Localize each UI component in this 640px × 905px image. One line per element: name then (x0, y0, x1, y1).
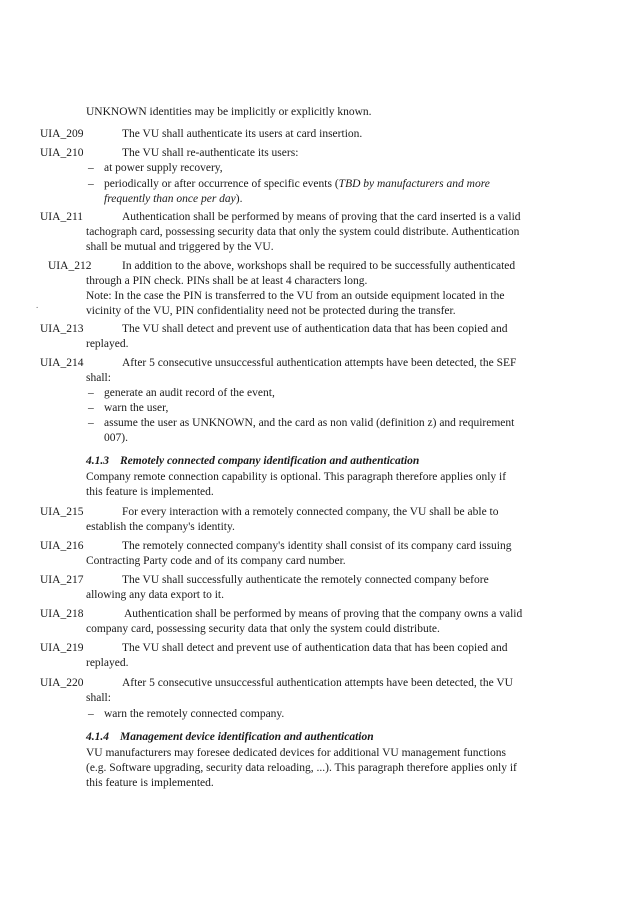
bullet-dash: – (88, 387, 94, 399)
requirement-id-212: UIA_212 (48, 260, 92, 272)
requirement-text-216: Contracting Party code and of its company card number. (86, 555, 346, 567)
bullet-text-part: ). (235, 193, 243, 205)
bullet-item: generate an audit record of the event, (104, 387, 275, 399)
requirement-text-217: allowing any data export to it. (86, 589, 224, 601)
requirement-text-213: replayed. (86, 338, 129, 350)
requirement-text-214: shall: (86, 372, 111, 384)
requirement-id-220: UIA_220 (40, 677, 84, 689)
requirement-text-210: The VU shall re-authenticate its users: (122, 147, 299, 159)
requirement-text-215: establish the company's identity. (86, 521, 235, 533)
bullet-item-continuation (104, 192, 243, 206)
bullet-item: assume the user as UNKNOWN, and the card as non valid (definition z) and requirement (104, 417, 515, 429)
requirement-text-211: tachograph card, possessing security data that only the system could distribute. Authentication (86, 226, 520, 238)
bullet-text-part: periodically or after occurrence of specific events ( (104, 178, 339, 190)
requirement-text-212: In addition to the above, workshops shall be required to be successfully authenticated (122, 260, 516, 272)
section-paragraph: this feature is implemented. (86, 486, 214, 498)
section-heading-4-1-4 (86, 730, 374, 744)
requirement-text-214: After 5 consecutive unsuccessful authentication attempts have been detected, the SEF (122, 357, 517, 369)
requirement-text-213: The VU shall detect and prevent use of authentication data that has been copied and (122, 323, 508, 335)
requirement-id-214: UIA_214 (40, 357, 84, 369)
requirement-id-217: UIA_217 (40, 574, 84, 586)
requirement-text-209: The VU shall authenticate its users at card insertion. (122, 128, 363, 140)
requirement-text-211: shall be mutual and triggered by the VU. (86, 241, 274, 253)
requirement-text-216: The remotely connected company's identity shall consist of its company card issuing (122, 540, 512, 552)
intro-text: UNKNOWN identities may be implicitly or explicitly known. (86, 106, 372, 118)
requirement-id-213: UIA_213 (40, 323, 84, 335)
bullet-item (104, 177, 546, 191)
section-paragraph: VU manufacturers may foresee dedicated devices for additional VU management functions (86, 747, 507, 759)
requirement-text-218: company card, possessing security data that only the system could distribute. (86, 623, 440, 635)
requirement-id-211: UIA_211 (40, 211, 84, 223)
requirement-id-215: UIA_215 (40, 506, 84, 518)
requirement-id-218: UIA_218 (40, 608, 84, 620)
requirement-id-216: UIA_216 (40, 540, 84, 552)
section-number: 4.1.3 (86, 455, 109, 467)
requirement-text-212: through a PIN check. PINs shall be at least 4 characters long. (86, 275, 368, 287)
bullet-dash: – (88, 178, 94, 190)
section-title: Remotely connected company identification and authentication (120, 455, 420, 467)
bullet-text-italic: TBD by manufacturers and more (338, 178, 490, 190)
bullet-item-continuation: 007). (104, 432, 128, 444)
bullet-dash: – (88, 708, 94, 720)
requirement-note-212: Note: In the case the PIN is transferred to the VU from an outside equipment located in the (86, 290, 505, 302)
section-title: Management device identification and authentication (120, 731, 374, 743)
bullet-dash: – (88, 417, 94, 429)
bullet-item: warn the user, (104, 402, 169, 414)
section-paragraph: this feature is implemented. (86, 777, 214, 789)
requirement-text-215: For every interaction with a remotely connected company, the VU shall be able to (122, 506, 499, 518)
requirement-id-209: UIA_209 (40, 128, 84, 140)
requirement-text-220: After 5 consecutive unsuccessful authentication attempts have been detected, the VU (122, 677, 513, 689)
bullet-text-italic: frequently than once per day (104, 193, 236, 205)
section-paragraph: (e.g. Software upgrading, security data reloading, ...). This paragraph therefore applies only if (86, 762, 517, 774)
bullet-item: warn the remotely connected company. (104, 708, 285, 720)
requirement-id-210: UIA_210 (40, 147, 84, 159)
bullet-item: at power supply recovery, (104, 162, 223, 174)
requirement-text-217: The VU shall successfully authenticate the remotely connected company before (122, 574, 489, 586)
requirement-text-219: The VU shall detect and prevent use of authentication data that has been copied and (122, 642, 508, 654)
bullet-dash: – (88, 162, 94, 174)
margin-mark: . (36, 300, 39, 310)
requirement-note-212: vicinity of the VU, PIN confidentiality need not be protected during the transfer. (86, 305, 456, 317)
requirement-text-220: shall: (86, 692, 111, 704)
bullet-dash: – (88, 402, 94, 414)
requirement-text-211: Authentication shall be performed by means of proving that the card inserted is a valid (122, 211, 521, 223)
section-number: 4.1.4 (86, 731, 109, 743)
requirement-id-219: UIA_219 (40, 642, 84, 654)
section-heading-4-1-3 (86, 454, 419, 468)
section-paragraph: Company remote connection capability is optional. This paragraph therefore applies only if (86, 471, 507, 483)
requirement-text-218: Authentication shall be performed by means of proving that the company owns a valid (124, 608, 523, 620)
requirement-text-219: replayed. (86, 657, 129, 669)
